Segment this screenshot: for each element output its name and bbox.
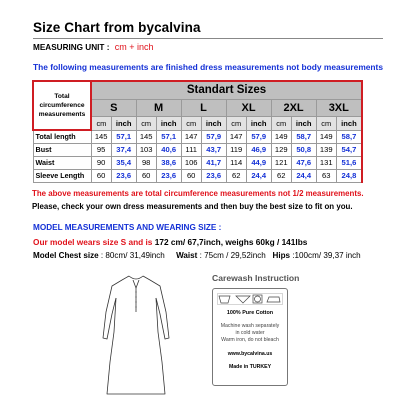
inch-value: 50,8 [291,143,316,156]
measuring-unit-label: MEASURING UNIT : [33,43,110,52]
unit-header-cm: cm [316,116,336,130]
cm-value: 62 [226,169,246,182]
size-header: M [136,99,181,116]
table-row [33,156,362,169]
unit-header-inch: inch [156,116,181,130]
unit-header-cm: cm [181,116,201,130]
inch-value: 37,4 [111,143,136,156]
cm-value: 121 [271,156,291,169]
cm-value: 106 [181,156,201,169]
carewash-title: Carewash Instruction [212,273,300,283]
cm-value: 145 [136,130,156,143]
model-wears-line [33,237,307,247]
care-label [212,288,288,386]
unit-header-inch: inch [111,116,136,130]
inch-value: 38,6 [156,156,181,169]
unit-header-inch: inch [291,116,316,130]
cm-value: 63 [316,169,336,182]
cm-value: 131 [316,156,336,169]
cm-value: 129 [271,143,291,156]
cm-value: 95 [91,143,111,156]
inch-value: 51,6 [336,156,362,169]
measuring-unit-value: cm + inch [114,42,154,52]
unit-header-cm: cm [91,116,111,130]
cm-value: 98 [136,156,156,169]
inch-value: 57,9 [246,130,271,143]
inch-value: 23,6 [156,169,181,182]
table-header-row [33,81,362,99]
cm-value: 111 [181,143,201,156]
inch-value: 43,7 [201,143,226,156]
page-title: Size Chart from bycalvina [33,20,201,35]
cm-value: 149 [271,130,291,143]
model-waist-label: Waist [176,251,198,260]
inch-value: 57,1 [156,130,181,143]
unit-header-cm: cm [136,116,156,130]
inch-value: 44,9 [246,156,271,169]
cm-value: 147 [181,130,201,143]
cm-value: 60 [91,169,111,182]
table-row [33,169,362,182]
inch-value: 35,4 [111,156,136,169]
model-chest-value: : 80cm/ 31,49inch [100,251,165,260]
unit-header-cm: cm [271,116,291,130]
cm-value: 60 [181,169,201,182]
cm-value: 149 [316,130,336,143]
table-row [33,143,362,156]
care-symbols-icon [217,293,283,305]
inch-value: 46,9 [246,143,271,156]
row-label: Bust [33,143,91,156]
cm-value: 147 [226,130,246,143]
inch-value: 24,4 [246,169,271,182]
care-made-in: Made in TURKEY [228,364,272,370]
model-chest-label: Model Chest size [33,251,99,260]
inch-value: 23,6 [201,169,226,182]
size-header: XL [226,99,271,116]
cm-value: 60 [136,169,156,182]
model-waist-value: : 75cm / 29,52inch [199,251,266,260]
size-header: 2XL [271,99,316,116]
inch-value: 24,8 [336,169,362,182]
size-header: L [181,99,226,116]
table-header-label: Total circumference measurements [33,81,91,130]
model-measurements-line [33,251,361,260]
model-hips-label: Hips [272,251,291,260]
cm-value: 114 [226,156,246,169]
title-divider [33,38,383,39]
row-label: Sleeve Length [33,169,91,182]
finished-measurements-note: The following measurements are finished dress measurements not body measurements [33,62,383,72]
table-row [33,130,362,143]
inch-value: 54,7 [336,143,362,156]
inch-value: 57,1 [111,130,136,143]
care-line: Warm iron, do not bleach [221,337,279,343]
cm-value: 145 [91,130,111,143]
model-wears-size: Our model wears size S and is [33,237,153,247]
cm-value: 119 [226,143,246,156]
model-hips-value: :100cm/ 39,37 inch [292,251,361,260]
inch-value: 58,7 [336,130,362,143]
dress-outline-illustration [100,272,172,400]
care-line: Machine wash separately [220,323,280,329]
cm-value: 103 [136,143,156,156]
care-material: 100% Pure Cotton [226,310,274,316]
unit-header-inch: inch [201,116,226,130]
unit-header-inch: inch [336,116,362,130]
row-label: Waist [33,156,91,169]
model-heading: MODEL MEASUREMENTS AND WEARING SIZE : [33,223,222,232]
size-header: S [91,99,136,116]
table-header-main: Standart Sizes [91,81,362,99]
circumference-note: The above measurements are total circumference measurements not 1/2 measurements. [32,189,364,198]
inch-value: 58,7 [291,130,316,143]
size-chart-table [32,80,363,183]
care-line: in cold water [235,330,265,336]
care-website: www.bycalvina.us [227,351,273,357]
cm-value: 139 [316,143,336,156]
check-size-note: Please, check your own dress measurements and then buy the best size to fit on you. [32,202,353,211]
inch-value: 40,6 [156,143,181,156]
model-height-weight: 172 cm/ 67,7inch, weighs 60kg / 141lbs [154,237,308,247]
size-header: 3XL [316,99,362,116]
measuring-unit [33,42,153,52]
row-label: Total length [33,130,91,143]
cm-value: 62 [271,169,291,182]
inch-value: 24,4 [291,169,316,182]
cm-value: 90 [91,156,111,169]
inch-value: 47,6 [291,156,316,169]
unit-header-cm: cm [226,116,246,130]
unit-header-inch: inch [246,116,271,130]
inch-value: 57,9 [201,130,226,143]
inch-value: 41,7 [201,156,226,169]
inch-value: 23,6 [111,169,136,182]
